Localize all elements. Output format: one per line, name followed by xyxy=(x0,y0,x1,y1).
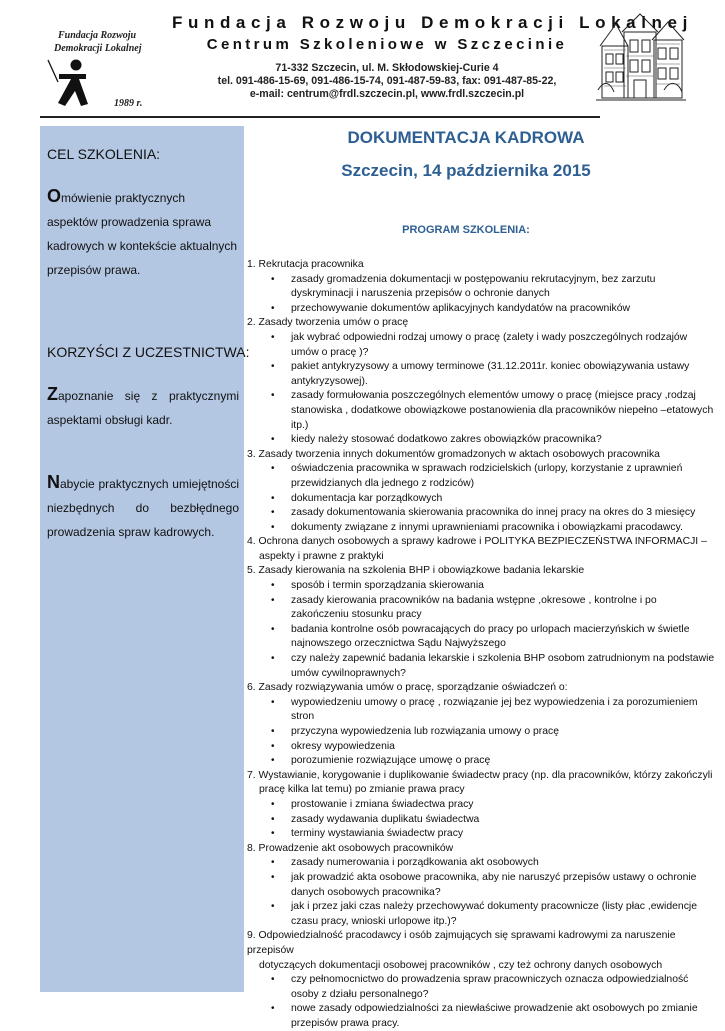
section-title xyxy=(247,448,717,463)
list-item: • zasady gromadzenia dokumentacji w postępowaniu rekrutacyjnym, bez zarzutu dyskryminacji i naruszenia przepisów o ochronie danych xyxy=(247,273,717,302)
list-item: • dokumenty związane z innymi uprawnieniami pracownika i obowiązkami pracodawcy. xyxy=(247,521,717,536)
benefit1-text: apoznanie się z praktycznymi aspektami obsługi kadr. xyxy=(47,389,239,427)
list-item: • wypowiedzeniu umowy o pracę , rozwiązanie jej bez wypowiedzenia i za porozumieniem stron xyxy=(247,696,717,725)
section-title-continuation: pracę kilka lat temu) po zmianie prawa pracy xyxy=(259,784,465,796)
list-item: • przechowywanie dokumentów aplikacyjnych kandydatów na pracowników xyxy=(247,302,717,317)
postal-address: 71-332 Szczecin, ul. M. Skłodowskiej-Curie 4 xyxy=(275,62,499,74)
bullet-list xyxy=(247,462,717,535)
list-item: • terminy wystawiania świadectw pracy xyxy=(247,827,717,842)
section-title xyxy=(247,535,717,564)
sidebar-panel xyxy=(40,126,250,992)
section-title xyxy=(247,258,717,273)
program-heading: PROGRAM SZKOLENIA: xyxy=(402,224,530,236)
logo-founding-year: 1989 r. xyxy=(114,98,143,109)
list-item: • oświadczenia pracownika w sprawach rodzicielskich (urlopy, korzystanie z uprawnień przewidzianych dla jednego z rodziców) xyxy=(247,462,717,491)
list-item: • zasady dokumentowania skierowania pracownika do innej pracy na okres do 3 miesięcy xyxy=(247,506,717,521)
list-item: • zasady formułowania poszczególnych elementów umowy o pracę (miejsce pracy ,rodzaj stanowiska , dodatkowe obowiązkowe postanowienia dla pracowników niepełno –etatowych itp.) xyxy=(247,389,717,433)
benefit1-dropcap: Z xyxy=(47,384,58,404)
bullet-list xyxy=(247,973,717,1031)
program-section xyxy=(247,564,717,681)
list-item: • badania kontrolne osób powracających do pracy po urlopach macierzyńskich w świetle najnowszego orzecznictwa Sądu Najwyższego xyxy=(247,623,717,652)
list-item: • prostowanie i zmiana świadectwa pracy xyxy=(247,798,717,813)
program-section xyxy=(247,842,717,930)
bullet-list xyxy=(247,273,717,317)
list-item: • czy pełnomocnictwo do prowadzenia spraw pracowniczych oznacza odpowiedzialność osoby z działu personalnego? xyxy=(247,973,717,1002)
list-item: • jak prowadzić akta osobowe pracownika, aby nie naruszyć przepisów ustawy o ochronie danych osobowych pracownika? xyxy=(247,871,717,900)
program-section xyxy=(247,316,717,447)
list-item: • sposób i termin sporządzania skierowania xyxy=(247,579,717,594)
goal-text: mówienie praktycznych aspektów prowadzenia sprawa kadrowych w kontekście aktualnych przepisów prawa. xyxy=(47,191,238,277)
section-title xyxy=(247,842,717,857)
list-item: • zasady wydawania duplikatu świadectwa xyxy=(247,813,717,828)
goal-dropcap: O xyxy=(47,186,62,206)
list-item: • jak i przez jaki czas należy przechowywać dokumenty pracownicze (listy płac ,ewidencje czasu pracy, wnioski urlopowe itp.)? xyxy=(247,900,717,929)
section-title xyxy=(247,769,717,798)
program-section xyxy=(247,535,717,564)
logo-name-line2: Demokracji Lokalnej xyxy=(54,43,142,54)
list-item: • kiedy należy stosować dodatkowo zakres obowiązków pracownika? xyxy=(247,433,717,448)
benefit-item-1 xyxy=(47,382,239,432)
section-title xyxy=(247,929,717,973)
section-title xyxy=(247,316,717,331)
list-item: • czy należy zapewnić badania lekarskie i szkolenia BHP osobom zatrudnionym na podstawie umów cywilnoprawnych? xyxy=(247,652,717,681)
program-list xyxy=(247,258,717,1031)
walking-figure-icon xyxy=(46,58,106,110)
bullet-list xyxy=(247,579,717,681)
section-title-text: 7. Wystawianie, korygowanie i duplikowanie świadectw pracy (np. dla pracowników, którzy zakończyli xyxy=(247,769,713,781)
document-title: DOKUMENTACJA KADROWA xyxy=(347,128,585,147)
bullet-list xyxy=(247,331,717,448)
section-title-text: 4. Ochrona danych osobowych a sprawy kadrowe i POLITYKA BEZPIECZEŃSTWA INFORMACJI – xyxy=(247,536,707,548)
bullet-list xyxy=(247,696,717,769)
contact-block xyxy=(172,62,602,101)
section-title xyxy=(247,564,717,579)
list-item: • porozumienie rozwiązujące umowę o pracę xyxy=(247,754,717,769)
organization-name: Fundacja Rozwoju Demokracji Lokalnej xyxy=(172,13,693,32)
list-item: • jak wybrać odpowiedni rodzaj umowy o pracę (zalety i wady poszczególnych rodzajów umów o pracę )? xyxy=(247,331,717,360)
program-section xyxy=(247,769,717,842)
list-item: • nowe zasady odpowiedzialności za niewłaściwe prowadzenie akt osobowych po zmianie przepisów prawa pracy. xyxy=(247,1002,717,1031)
list-item: • pakiet antykryzysowy a umowy terminowe (31.12.2011r. koniec obowiązywania ustawy antykryzysowej). xyxy=(247,360,717,389)
bullet-list xyxy=(247,856,717,929)
program-section xyxy=(247,448,717,536)
list-item: • przyczyna wypowiedzenia lub rozwiązania umowy o pracę xyxy=(247,725,717,740)
section-title-text: 6. Zasady rozwiązywania umów o pracę, sporządzanie oświadczeń o: xyxy=(247,682,568,694)
program-section xyxy=(247,258,717,316)
event-date: Szczecin, 14 października 2015 xyxy=(341,161,591,180)
benefit-item-2 xyxy=(47,470,239,544)
email-website: e-mail: centrum@frdl.szczecin.pl, www.frdl.szczecin.pl xyxy=(249,88,525,100)
section-title-text: 2. Zasady tworzenia umów o pracę xyxy=(247,317,409,329)
logo-name-line1: Fundacja Rozwoju xyxy=(58,30,137,41)
bullet-list xyxy=(247,798,717,842)
section-title-text: 5. Zasady kierowania na szkolenia BHP i obowiązkowe badania lekarskie xyxy=(247,565,585,577)
training-center-name: Centrum Szkoleniowe w Szczecinie xyxy=(206,36,568,53)
list-item: • dokumentacja kar porządkowych xyxy=(247,492,717,507)
goal-heading: CEL SZKOLENIA: xyxy=(47,146,161,162)
phone-numbers: tel. 091-486-15-69, 091-486-15-74, 091-487-59-83, fax: 091-487-85-22, xyxy=(217,75,557,87)
benefit2-text: abycie praktycznych umiejętności niezbędnych do bezbłędnego prowadzenia spraw kadrowych. xyxy=(47,477,239,539)
section-title-continuation: aspekty i prawne z praktyki xyxy=(259,550,384,562)
section-title-text: 8. Prowadzenie akt osobowych pracowników xyxy=(247,842,454,854)
section-title xyxy=(247,681,717,696)
list-item: • okresy wypowiedzenia xyxy=(247,740,717,755)
list-item: • zasady kierowania pracowników na badania wstępne ,okresowe , kontrolne i po zakończeniu stosunku pracy xyxy=(247,594,717,623)
header-divider xyxy=(40,116,600,118)
foundation-logo xyxy=(40,24,160,116)
building-sketch-icon xyxy=(594,10,688,106)
program-section xyxy=(247,681,717,769)
benefit2-dropcap: N xyxy=(47,472,60,492)
section-title-continuation: dotyczących dokumentacji osobowej pracowników , czy też ochrony danych osobowych xyxy=(259,959,663,971)
goal-description xyxy=(47,184,239,282)
program-section xyxy=(247,929,717,1031)
section-title-text: 1. Rekrutacja pracownika xyxy=(247,259,364,270)
benefits-heading: KORZYŚCI Z UCZESTNICTWA: xyxy=(47,344,250,360)
list-item: • zasady numerowania i porządkowania akt osobowych xyxy=(247,856,717,871)
section-title-text: 9. Odpowiedzialność pracodawcy i osób zajmujących się sprawami kadrowymi za naruszenie przepisów xyxy=(247,930,676,956)
section-title-text: 3. Zasady tworzenia innych dokumentów gromadzonych w aktach osobowych pracownika xyxy=(247,448,660,460)
